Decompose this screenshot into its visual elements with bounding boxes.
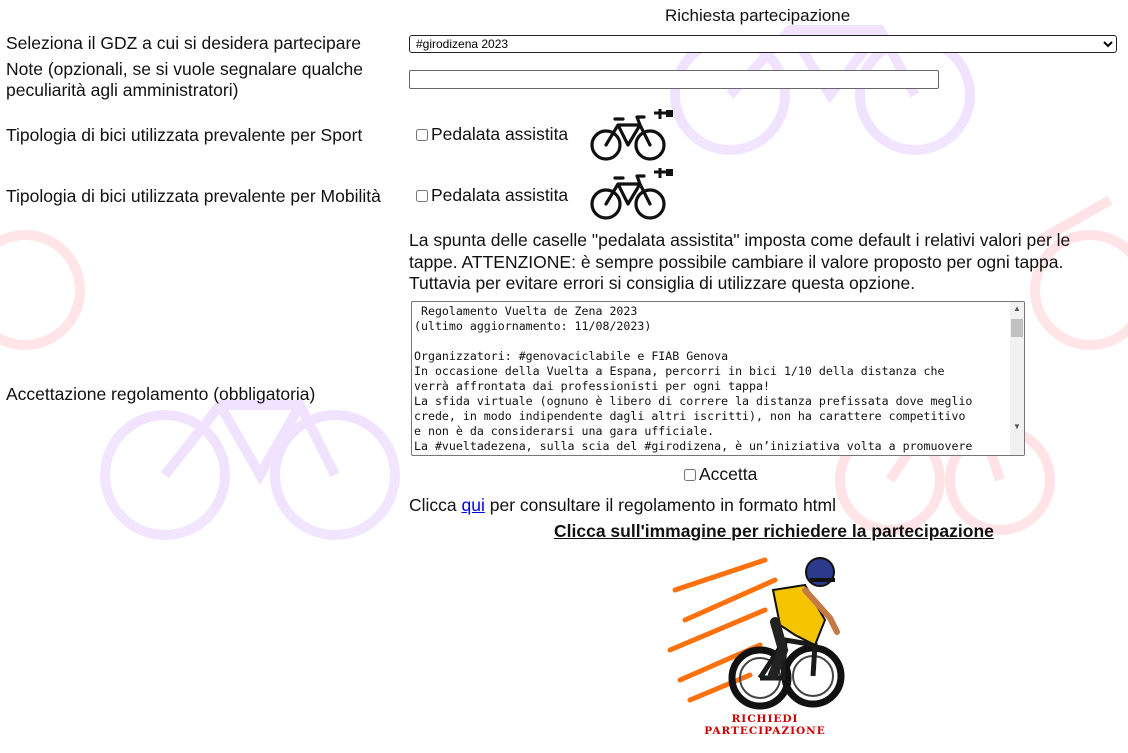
cta-image-line1: RICHIEDI — [731, 713, 799, 725]
sport-bike-label: Tipologia di bici utilizzata prevalente per Sport — [6, 125, 363, 145]
html-link-suffix: per consultare il regolamento in formato html — [484, 495, 837, 515]
note-label-line2: peculiarità agli amministratori) — [6, 80, 239, 100]
rules-label: Accettazione regolamento (obbligatoria) — [6, 384, 316, 404]
mobility-ebike-option — [416, 185, 568, 206]
rules-scrollbar[interactable] — [1010, 302, 1024, 455]
scroll-down-icon[interactable]: ▼ — [1013, 422, 1021, 431]
note-label — [6, 59, 363, 101]
scrollbar-thumb[interactable] — [1011, 319, 1023, 337]
request-participation-image-button[interactable] — [665, 550, 865, 745]
cta-image-line2: PARTECIPAZIONE — [704, 725, 826, 737]
rules-textarea[interactable] — [411, 301, 1025, 456]
mobility-ebike-checkbox[interactable] — [416, 190, 428, 202]
accept-label[interactable]: Accetta — [699, 464, 758, 484]
sport-ebike-checkbox-label[interactable]: Pedalata assistita — [431, 124, 569, 144]
gdz-label: Seleziona il GDZ a cui si desidera partecipare — [6, 33, 362, 53]
sport-ebike-option — [416, 124, 568, 145]
e-bike-icon — [588, 166, 676, 224]
cta-text: Clicca sull'immagine per richiedere la partecipazione — [554, 521, 994, 541]
accept-checkbox[interactable] — [684, 469, 696, 481]
e-bike-icon — [588, 107, 676, 165]
html-rules-line — [409, 495, 836, 516]
mobility-bike-label: Tipologia di bici utilizzata prevalente per Mobilità — [6, 186, 381, 206]
accept-option — [684, 464, 757, 485]
cta-image-caption — [665, 713, 865, 737]
html-rules-link[interactable]: qui — [461, 495, 485, 515]
html-link-prefix: Clicca — [409, 495, 462, 515]
note-input[interactable] — [409, 70, 939, 89]
scroll-up-icon[interactable]: ▲ — [1013, 304, 1021, 313]
mobility-ebike-checkbox-label[interactable]: Pedalata assistita — [431, 185, 569, 205]
page-title: Richiesta partecipazione — [665, 6, 851, 25]
ebike-info-text: La spunta delle caselle "pedalata assistita" imposta come default i relativi valori per le tappe. ATTENZIONE: è sempre possibile cambiare il valore proposto per ogni tappa. Tuttavia per evitare errori si consiglia di utilizzare questa opzione. — [409, 230, 1071, 293]
cyclist-illustration — [665, 550, 865, 720]
note-label-line1: Note (opzionali, se si vuole segnalare qualche — [6, 59, 364, 79]
sport-ebike-checkbox[interactable] — [416, 129, 428, 141]
gdz-select[interactable] — [409, 35, 1117, 53]
